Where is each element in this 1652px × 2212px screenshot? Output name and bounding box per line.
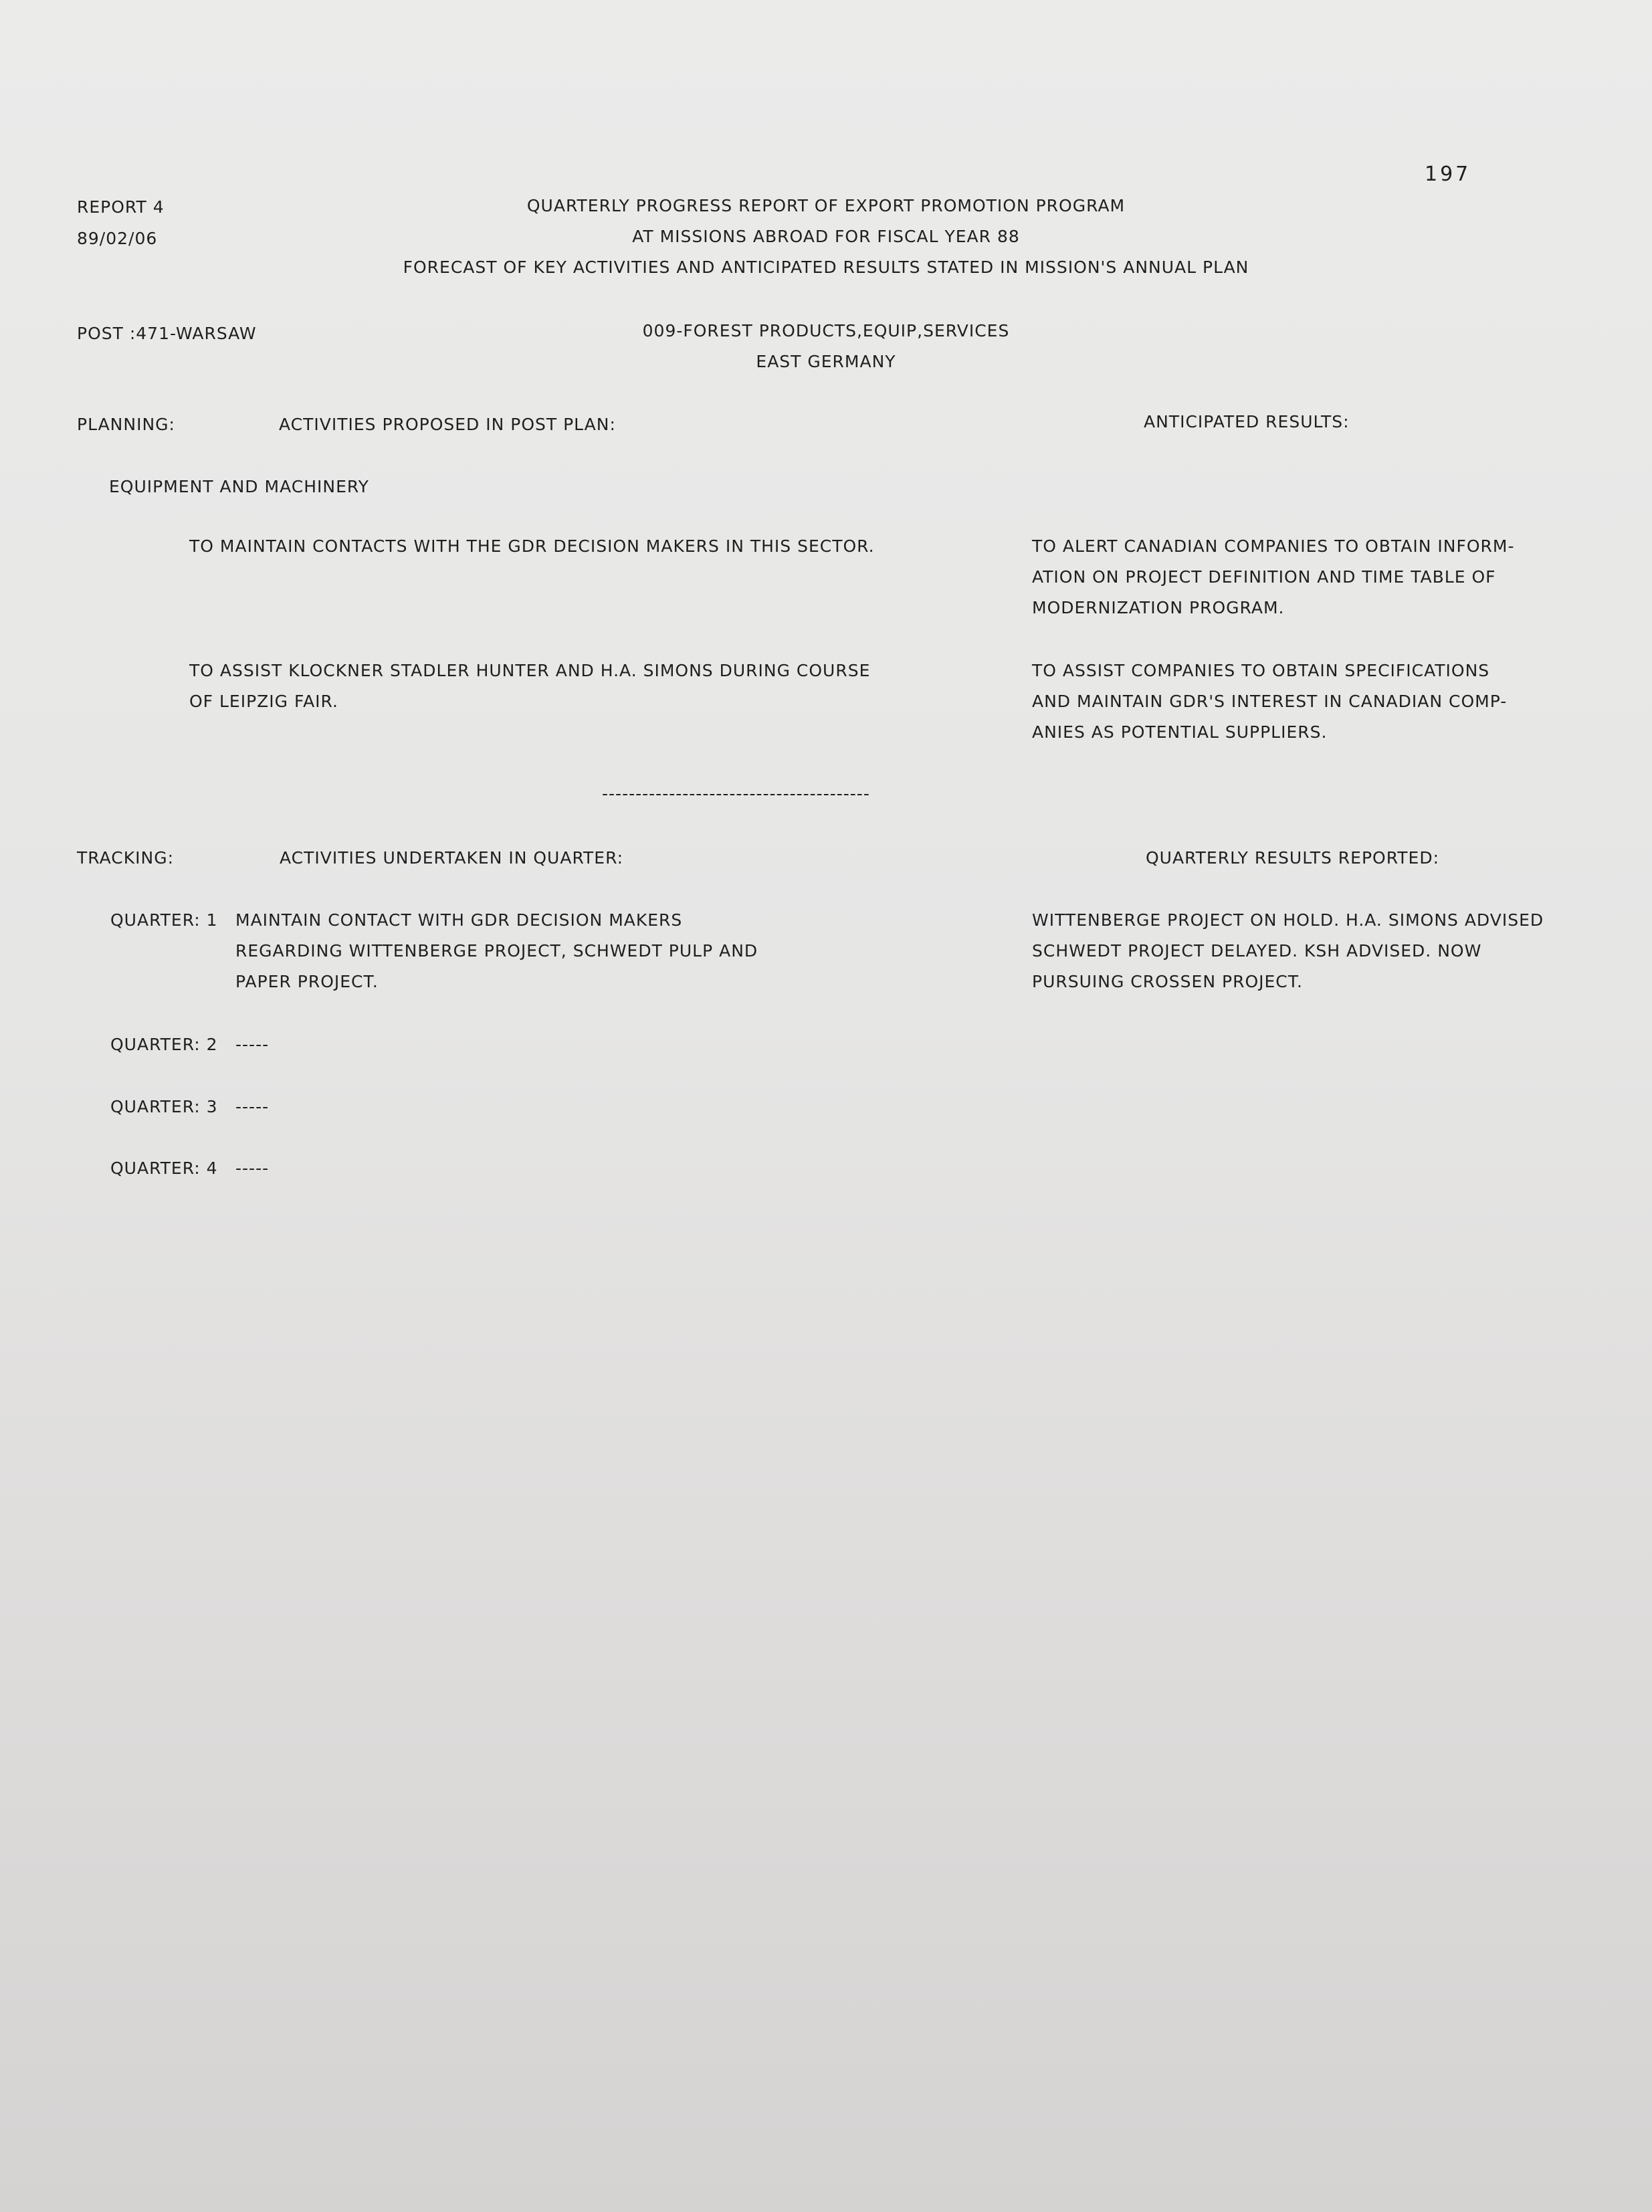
planning-label: PLANNING:	[77, 415, 175, 434]
planning-results-header: ANTICIPATED RESULTS:	[1144, 412, 1350, 431]
quarter-1-result-line-3: PURSUING CROSSEN PROJECT.	[1032, 972, 1303, 991]
quarter-2-activity: -----	[235, 1035, 270, 1054]
planning-result-1-line-3: MODERNIZATION PROGRAM.	[1032, 598, 1285, 617]
post-label: POST :471-WARSAW	[77, 324, 257, 343]
planning-result-2-line-3: ANIES AS POTENTIAL SUPPLIERS.	[1032, 722, 1328, 742]
planning-result-1-line-1: TO ALERT CANADIAN COMPANIES TO OBTAIN INFORM-	[1032, 536, 1515, 556]
tracking-results-header: QUARTERLY RESULTS REPORTED:	[1146, 848, 1440, 868]
report-title-line-1: QUARTERLY PROGRESS REPORT OF EXPORT PROMOTION PROGRAM	[526, 196, 1126, 215]
quarter-1-activity-line-3: PAPER PROJECT.	[235, 972, 379, 991]
quarter-2-label: QUARTER: 2	[110, 1035, 218, 1054]
report-date: 89/02/06	[77, 229, 158, 248]
quarter-3-activity: -----	[235, 1097, 270, 1116]
report-title-line-2: AT MISSIONS ABROAD FOR FISCAL YEAR 88	[632, 227, 1020, 246]
planning-result-1-line-2: ATION ON PROJECT DEFINITION AND TIME TABLE OF	[1032, 567, 1496, 587]
planning-activity-2-line-1: TO ASSIST KLOCKNER STADLER HUNTER AND H.A. SIMONS DURING COURSE	[189, 661, 871, 680]
country-title: EAST GERMANY	[756, 352, 896, 371]
quarter-1-activity-line-2: REGARDING WITTENBERGE PROJECT, SCHWEDT PULP AND	[235, 941, 758, 961]
quarter-4-activity: -----	[235, 1159, 270, 1178]
report-title-line-3: FORECAST OF KEY ACTIVITIES AND ANTICIPATED RESULTS STATED IN MISSION'S ANNUAL PLAN	[403, 258, 1249, 277]
subsector-title: EQUIPMENT AND MACHINERY	[109, 477, 369, 496]
quarter-1-result-line-2: SCHWEDT PROJECT DELAYED. KSH ADVISED. NOW	[1032, 941, 1482, 961]
quarter-1-label: QUARTER: 1	[110, 910, 218, 930]
report-label: REPORT 4	[77, 197, 165, 217]
section-divider: ----------------------------------------	[602, 784, 870, 803]
quarter-3-label: QUARTER: 3	[110, 1097, 218, 1116]
tracking-activities-header: ACTIVITIES UNDERTAKEN IN QUARTER:	[280, 848, 624, 868]
tracking-label: TRACKING:	[77, 848, 175, 868]
planning-activity-2-line-2: OF LEIPZIG FAIR.	[189, 692, 338, 711]
quarter-4-label: QUARTER: 4	[110, 1159, 218, 1178]
planning-result-2-line-2: AND MAINTAIN GDR'S INTEREST IN CANADIAN COMP-	[1032, 692, 1508, 711]
quarter-1-result-line-1: WITTENBERGE PROJECT ON HOLD. H.A. SIMONS ADVISED	[1032, 910, 1544, 930]
planning-activity-1-line-1: TO MAINTAIN CONTACTS WITH THE GDR DECISION MAKERS IN THIS SECTOR.	[189, 536, 875, 556]
sector-title: 009-FOREST PRODUCTS,EQUIP,SERVICES	[642, 321, 1010, 340]
planning-activities-header: ACTIVITIES PROPOSED IN POST PLAN:	[279, 415, 616, 434]
quarter-1-activity-line-1: MAINTAIN CONTACT WITH GDR DECISION MAKERS	[235, 910, 683, 930]
page-number: 197	[1425, 163, 1471, 186]
planning-result-2-line-1: TO ASSIST COMPANIES TO OBTAIN SPECIFICATIONS	[1032, 661, 1490, 680]
